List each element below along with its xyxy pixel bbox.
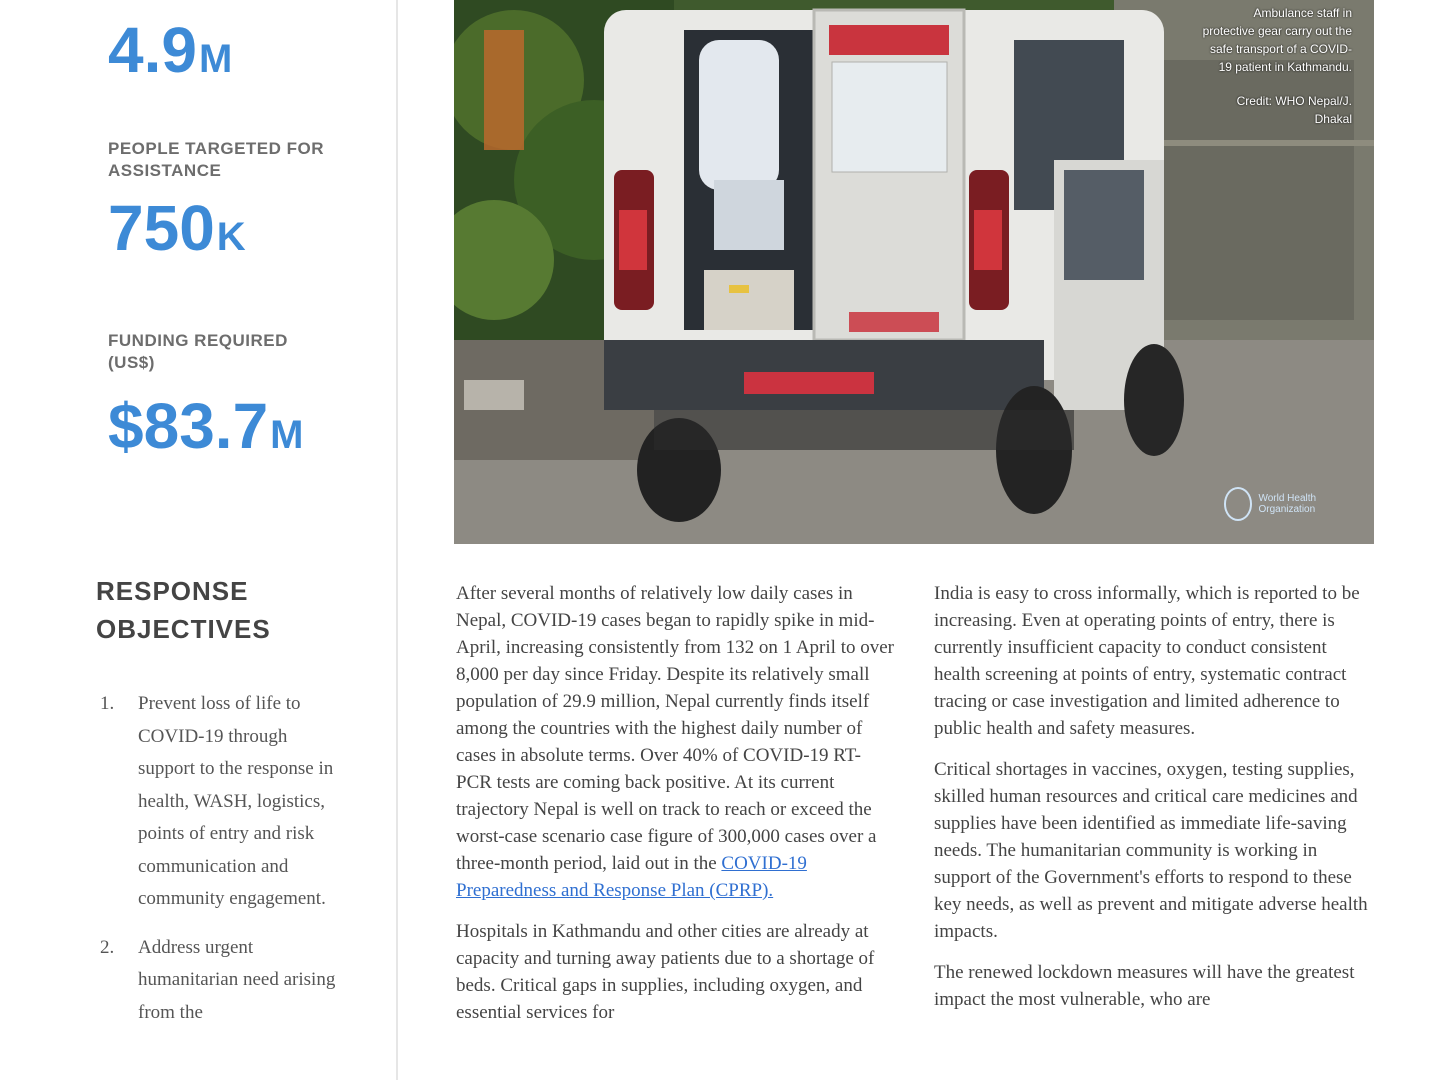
logo-text: World Health Organization [1258,493,1317,515]
list-text: Address urgent humanitarian need arising from the [138,936,336,1023]
photo-credit: Credit: WHO Nepal/J. Dhakal [1236,94,1352,126]
stat-unit: K [216,215,246,259]
globe-icon [1224,487,1252,521]
stat-value [108,14,233,86]
photo-caption [1202,4,1352,128]
stat-people-targeted [108,138,338,264]
stat-label: FUNDING REQUIRED (US$) [108,331,288,372]
article-column-right [934,580,1374,1027]
stat-number: $83.7 [108,390,269,462]
paragraph-text: After several months of relatively low daily cases in Nepal, COVID-19 cases began to rapidly spike in mid-April, increasing consistently from 132 on 1 April to over 8,000 per day since Friday. Despite its relatively small population of 29.9 million, Nepal currently finds itself among the countries with the highest daily number of cases in absolute terms. Over 40% of COVID-19 RT-PCR tests are coming back positive. At its current trajectory Nepal is well on track to reach or exceed the worst-case scenario case figure of 300,000 cases over a three-month period, laid out in the [456,583,894,874]
list-text: Prevent loss of life to COVID-19 through support to the response in health, WASH, logistics, points of entry and risk communication and community engagement. [138,693,334,909]
paragraph [456,580,894,904]
list-index: 1. [100,693,115,714]
caption-text: Ambulance staff in protective gear carry out the safe transport of a COVID-19 patient in Kathmandu. [1202,6,1352,74]
stat-number: 4.9 [108,14,197,86]
cprp-link[interactable]: COVID-19 Preparedness and Response Plan (CPRP). [456,853,807,901]
stat-unit: M [198,37,233,81]
ambulance-photo [454,0,1374,544]
stat-people-in-need [108,14,233,86]
paragraph: The renewed lockdown measures will have the greatest impact the most vulnerable, who are [934,962,1355,1010]
list-index: 2. [100,936,115,958]
list-item [100,688,340,916]
stat-funding-required [108,330,338,462]
stat-number: 750 [108,192,215,264]
objectives-list [100,688,340,1045]
stat-value [108,390,338,462]
paragraph: Critical shortages in vaccines, oxygen, testing supplies, skilled human resources and critical care medicines and supplies have been identified as immediate life-saving needs. The humanitarian community is working in support of the Government's efforts to respond to these key needs, as well as prevent and mitigate adverse health impacts. [934,759,1368,942]
paragraph: India is easy to cross informally, which is reported to be increasing. Even at operating points of entry, there is currently insufficient capacity to conduct consistent health screening at points of entry, systematic contract tracing or case investigation and limited adherence to public health and safety measures. [934,583,1360,739]
article-column-left [456,580,894,1040]
stat-value [108,192,338,264]
stat-label: PEOPLE TARGETED FOR ASSISTANCE [108,139,325,180]
objectives-heading: RESPONSE OBJECTIVES [96,576,271,644]
sidebar [0,0,398,1080]
stat-unit: M [270,413,304,457]
list-item [100,932,340,1030]
who-logo [1224,486,1354,522]
paragraph: Hospitals in Kathmandu and other cities are already at capacity and turning away patients due to a shortage of beds. Critical gaps in supplies, including oxygen, and essential services for [456,921,875,1023]
